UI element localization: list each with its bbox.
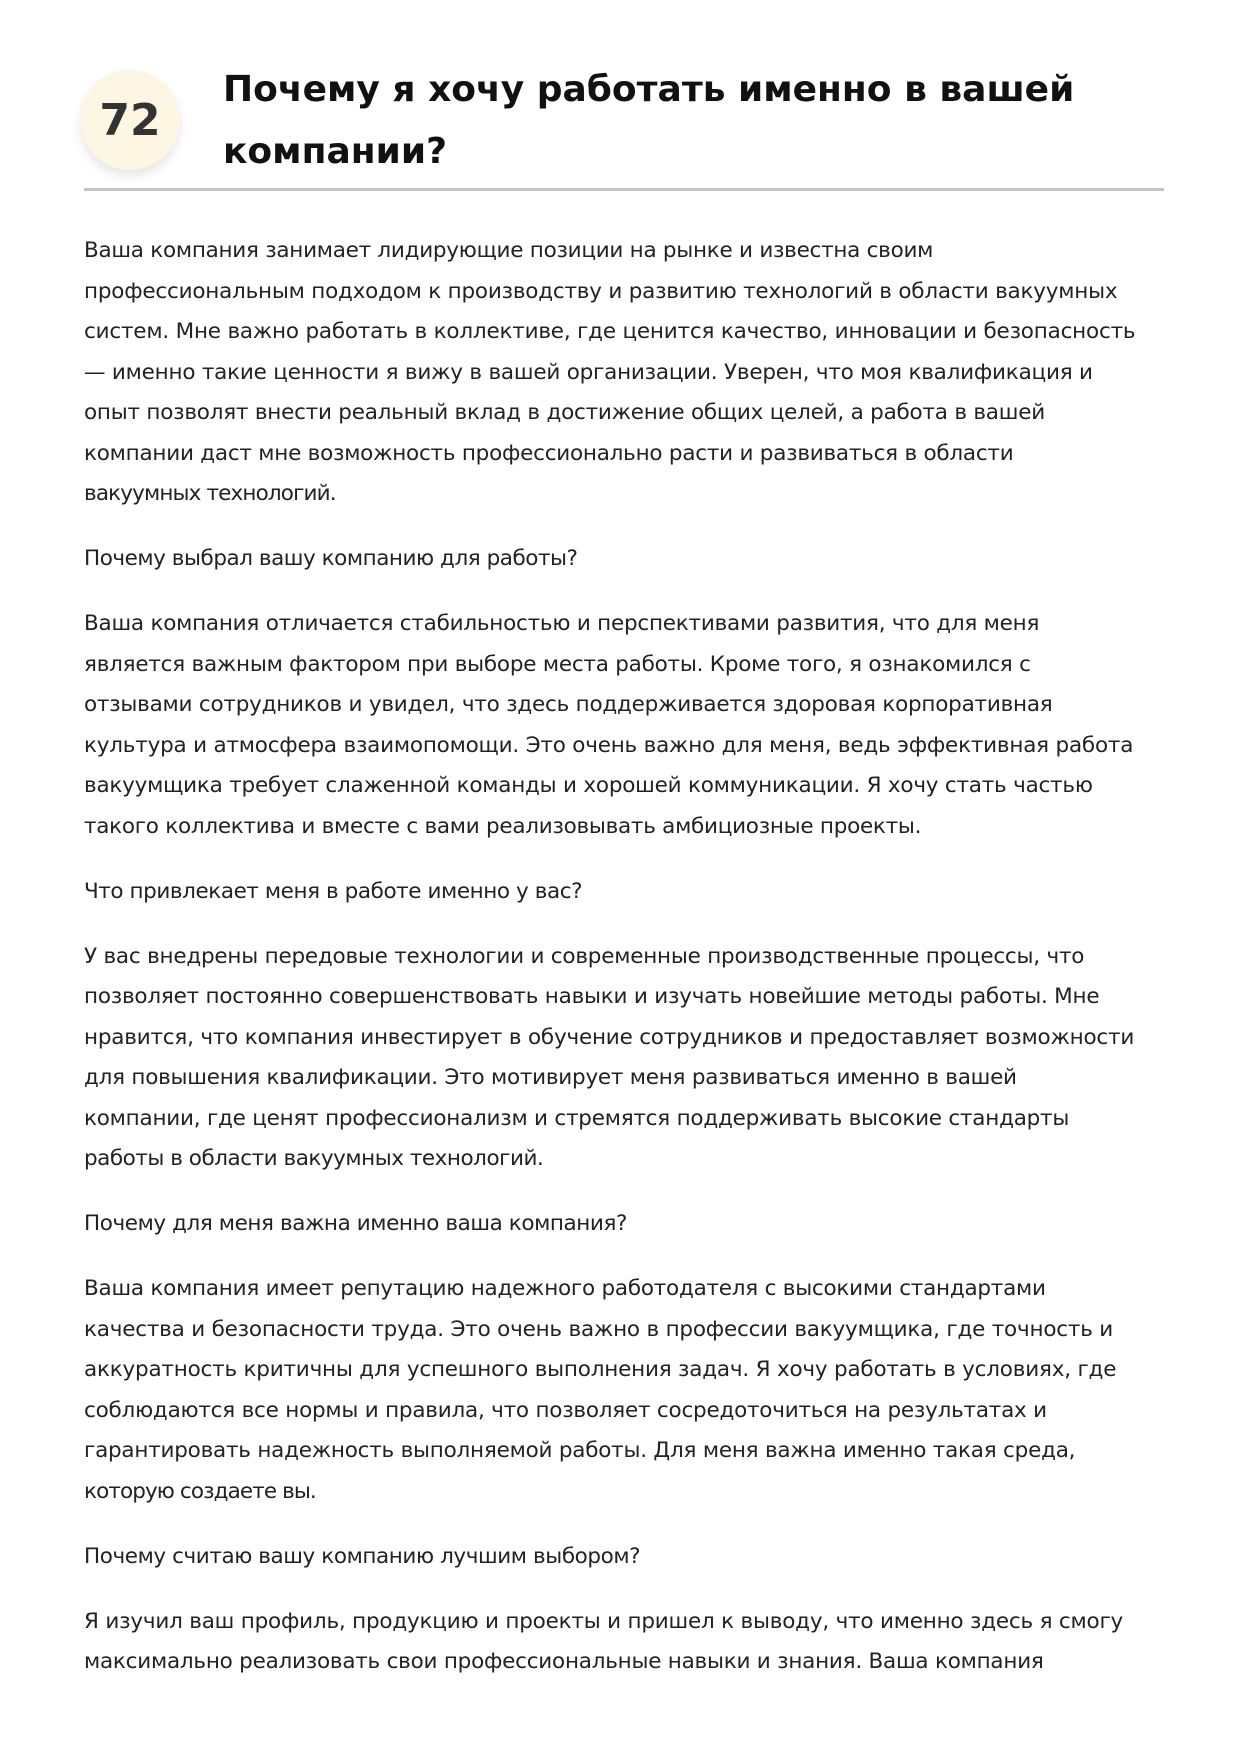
title-divider [84,188,1164,191]
subheading-paragraph [84,1204,1184,1245]
text-line: Почему для меня важна именно ваша компания? [84,1211,627,1236]
text-line: является важным фактором при выборе места работы. Кроме того, я ознакомился с [84,651,1031,677]
text-line: Ваша компания имеет репутацию надежного работодателя с высокими стандартами [84,1276,1046,1301]
text-line: Ваша компания занимает лидирующие позиции на рынке и известна своим [84,238,934,263]
body-paragraph [84,937,1184,1180]
title-line: Почему я хочу работать именно в вашей [223,69,1075,110]
text-line: опыт позволят внести реальный вклад в достижение общих целей, а работа в вашей [84,400,1045,425]
text-line: работы в области вакуумных технологий. [84,1146,544,1171]
text-line: культура и атмосфера взаимопомощи. Это очень важно для меня, ведь эффективная работа [84,732,1134,758]
text-line: профессиональным подходом к производству и развитию технологий в области вакуумных [84,278,1118,304]
subheading-paragraph [84,539,1184,580]
text-line: Я изучил ваш профиль, продукцию и проекты и пришел к выводу, что именно здесь я смогу [84,1608,1124,1634]
subheading-paragraph [84,872,1184,913]
text-line: компании даст мне возможность профессионально расти и развиваться в области [84,440,1014,466]
text-line: Почему считаю вашу компанию лучшим выбором? [84,1543,641,1569]
answer-body [84,231,1184,1707]
body-paragraph [84,231,1184,515]
text-line: максимально реализовать свои профессиональные навыки и знания. Ваша компания [84,1649,1044,1674]
title-line: компании? [223,131,447,172]
text-line: такого коллектива и вместе с вами реализовывать амбициозные проекты. [84,813,922,839]
text-line: отзывами сотрудников и увидел, что здесь поддерживается здоровая корпоративная [84,692,1053,717]
question-number-badge: 72 [80,70,180,170]
body-paragraph [84,1602,1184,1683]
text-line: для повышения квалификации. Это мотивирует меня развиваться именно в вашей [84,1065,1017,1090]
text-line: которую создаете вы. [84,1478,316,1504]
text-line: — именно такие ценности я вижу в вашей организации. Уверен, что моя квалификация и [84,359,1093,385]
text-line: вакуумных технологий. [84,481,336,506]
text-line: гарантировать надежность выполняемой работы. Для меня важна именно такая среда, [84,1438,1076,1463]
text-line: У вас внедрены передовые технологии и современные производственные процессы, что [84,943,1085,969]
question-title [223,59,1123,183]
body-paragraph [84,604,1184,847]
subheading-paragraph [84,1537,1184,1578]
text-line: Что привлекает меня в работе именно у вас? [84,878,583,904]
text-line: компании, где ценят профессионализм и стремятся поддерживать высокие стандарты [84,1105,1070,1131]
text-line: качества и безопасности труда. Это очень важно в профессии вакуумщика, где точность и [84,1316,1114,1342]
text-line: аккуратность критичны для успешного выполнения задач. Я хочу работать в условиях, где [84,1357,1117,1382]
text-line: систем. Мне важно работать в коллективе, где ценится качество, инновации и безопасность [84,319,1136,344]
text-line: соблюдаются все нормы и правила, что позволяет сосредоточиться на результатах и [84,1397,1047,1423]
text-line: вакуумщика требует слаженной команды и хорошей коммуникации. Я хочу стать частью [84,773,1093,798]
text-line: Ваша компания отличается стабильностью и перспективами развития, что для меня [84,611,1040,636]
text-line: Почему выбрал вашу компанию для работы? [84,546,578,571]
text-line: нравится, что компания инвестирует в обучение сотрудников и предоставляет возможности [84,1024,1135,1050]
body-paragraph [84,1269,1184,1512]
text-line: позволяет постоянно совершенствовать навыки и изучать новейшие методы работы. Мне [84,984,1100,1009]
